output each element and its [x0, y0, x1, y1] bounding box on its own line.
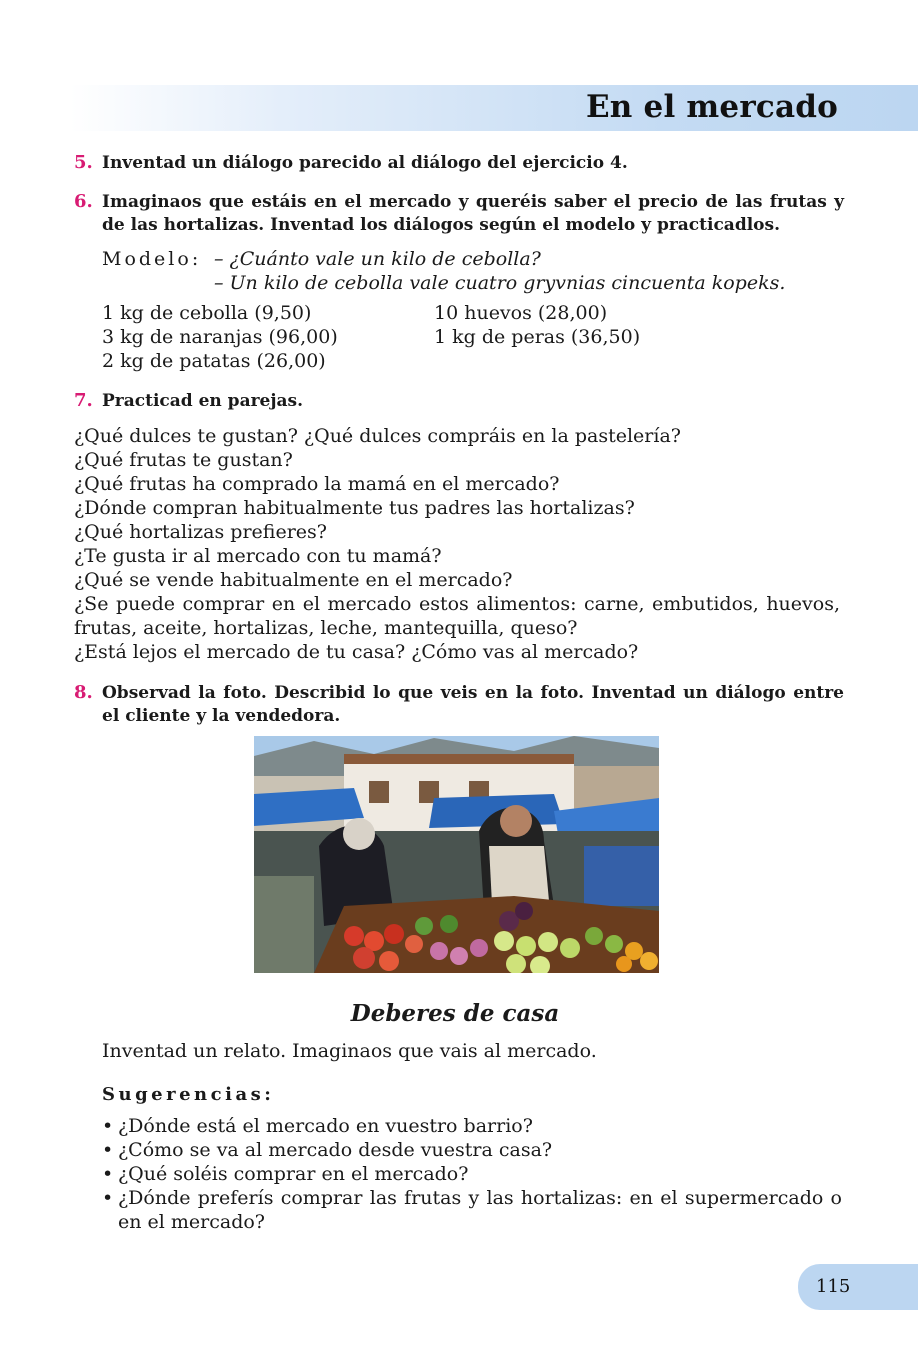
price-column-left — [102, 301, 338, 373]
list-item — [102, 1138, 842, 1162]
suggestion-text: ¿Qué soléis comprar en el mercado? — [118, 1163, 469, 1185]
exercise-number: 6. — [74, 191, 93, 212]
bullet: • — [102, 1163, 114, 1185]
question: ¿Está lejos el mercado de tu casa? ¿Cómo vas al mercado? — [74, 641, 639, 663]
model-line: – Un kilo de cebolla vale cuatro gryvnias cincuenta kopeks. — [214, 272, 786, 294]
suggestion-text: ¿Dónde preferís comprar las frutas y las hortalizas: en el supermercado o en el mercado? — [118, 1187, 842, 1233]
page-number: 115 — [816, 1276, 851, 1297]
question: ¿Qué frutas ha comprado la mamá en el mercado? — [74, 473, 560, 495]
question: ¿Qué se vende habitualmente en el mercado? — [74, 569, 513, 591]
bullet: • — [102, 1115, 114, 1137]
exercise-6 — [74, 191, 844, 237]
market-photo — [254, 736, 659, 973]
model-dialogue — [102, 247, 785, 295]
list-item — [102, 1114, 842, 1138]
exercise-instruction: Inventad un diálogo parecido al diálogo del ejercicio 4. — [102, 153, 628, 173]
question: ¿Qué hortalizas prefieres? — [74, 521, 327, 543]
exercise-number: 7. — [74, 390, 93, 411]
bullet: • — [102, 1187, 114, 1209]
price-item: 1 kg de peras (36,50) — [434, 326, 641, 348]
question: ¿Qué dulces te gustan? ¿Qué dulces compráis en la pastelería? — [74, 425, 681, 447]
suggestions-list — [102, 1114, 842, 1234]
question: ¿Te gusta ir al mercado con tu mamá? — [74, 545, 442, 567]
question-list — [74, 424, 840, 664]
question: ¿Qué frutas te gustan? — [74, 449, 293, 471]
price-item: 3 kg de naranjas (96,00) — [102, 326, 338, 348]
suggestion-text: ¿Dónde está el mercado en vuestro barrio? — [118, 1115, 533, 1137]
price-item: 10 huevos (28,00) — [434, 302, 608, 324]
exercise-5 — [74, 152, 844, 175]
exercise-instruction: Imaginaos que estáis en el mercado y queréis saber el precio de las frutas y de las hortalizas. Inventad los diálogos según el modelo y practicadlos. — [102, 192, 844, 235]
question: ¿Se puede comprar en el mercado estos alimentos: carne, embutidos, huevos, frutas, aceite, hortalizas, leche, mantequilla, queso? — [74, 593, 840, 639]
list-item — [102, 1186, 842, 1234]
list-item — [102, 1162, 842, 1186]
suggestions-title: Sugerencias: — [102, 1084, 275, 1105]
exercise-number: 8. — [74, 682, 93, 703]
homework-text: Inventad un relato. Imaginaos que vais al mercado. — [102, 1040, 597, 1062]
bullet: • — [102, 1139, 114, 1161]
exercise-7 — [74, 390, 844, 413]
model-label: Modelo: — [102, 248, 202, 270]
question: ¿Dónde compran habitualmente tus padres las hortalizas? — [74, 497, 635, 519]
exercise-8 — [74, 682, 844, 728]
price-item: 1 kg de cebolla (9,50) — [102, 302, 312, 324]
exercise-instruction: Observad la foto. Describid lo que veis en la foto. Inventad un diálogo entre el cliente y la vendedora. — [102, 683, 844, 726]
homework-title: Deberes de casa — [350, 1000, 560, 1027]
suggestion-text: ¿Cómo se va al mercado desde vuestra casa? — [118, 1139, 553, 1161]
exercise-number: 5. — [74, 152, 93, 173]
exercise-instruction: Practicad en parejas. — [102, 391, 304, 411]
price-item: 2 kg de patatas (26,00) — [102, 350, 326, 372]
page-title: En el mercado — [585, 89, 838, 125]
price-column-right — [434, 301, 640, 349]
model-line: – ¿Cuánto vale un kilo de cebolla? — [214, 248, 541, 270]
